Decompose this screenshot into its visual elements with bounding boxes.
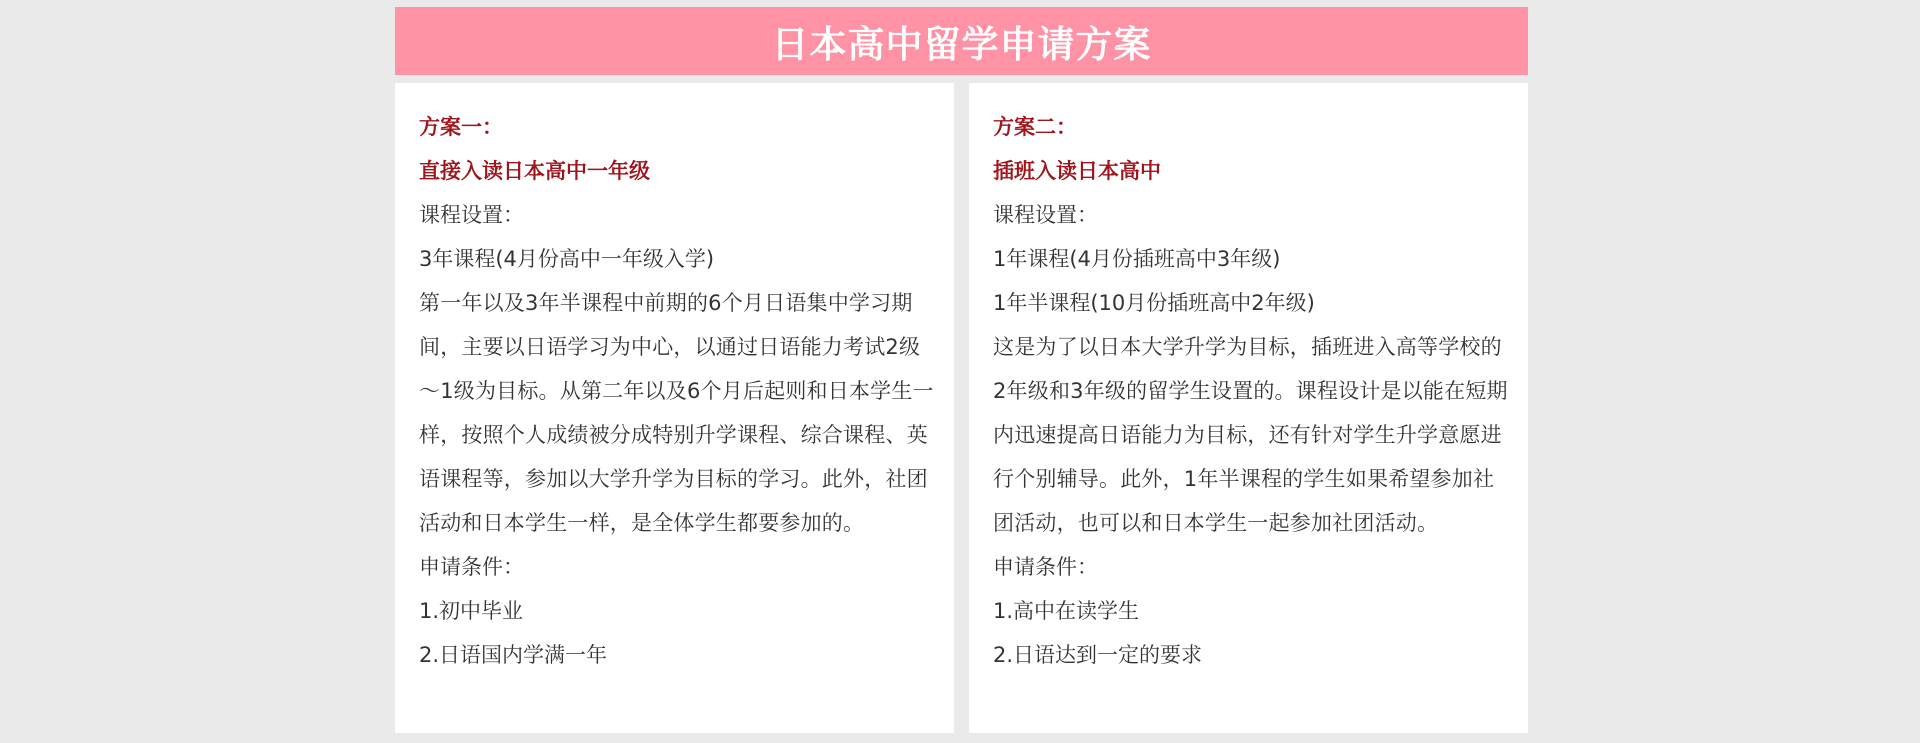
requirements-heading: 申请条件：: [419, 555, 524, 579]
plan-card-2: [969, 83, 1528, 733]
plan-description: 这是为了以日本大学升学为目标，插班进入高等学校的2年级和3年级的留学生设置的。课程设计是以能在短期内迅速提高日语能力为目标，还有针对学生升学意愿进行个别辅导。此外，1年半课程的学生如果希望参加社团活动，也可以和日本学生一起参加社团活动。: [993, 335, 1508, 535]
plan-card-1: [395, 83, 954, 733]
plans-columns: [395, 83, 1528, 733]
course-heading: 课程设置：: [993, 203, 1098, 227]
course-line: 1年课程(4月份插班高中3年级): [993, 247, 1281, 271]
header-banner: [395, 7, 1528, 75]
requirements-heading: 申请条件：: [993, 555, 1098, 579]
plan-name: 直接入读日本高中一年级: [419, 159, 650, 183]
requirement-item: 2.日语国内学满一年: [419, 643, 608, 667]
course-line: 1年半课程(10月份插班高中2年级): [993, 291, 1315, 315]
course-heading: 课程设置：: [419, 203, 524, 227]
page-container: [395, 7, 1528, 733]
plan-label: 方案一：: [419, 115, 503, 139]
plan-description: 第一年以及3年半课程中前期的6个月日语集中学习期间，主要以日语学习为中心，以通过日语能力考试2级～1级为目标。从第二年以及6个月后起则和日本学生一样，按照个人成绩被分成特别升学课程、综合课程、英语课程等，参加以大学升学为目标的学习。此外，社团活动和日本学生一样，是全体学生都要参加的。: [419, 291, 934, 535]
course-line: 3年课程(4月份高中一年级入学): [419, 247, 715, 271]
page-title: 日本高中留学申请方案: [771, 23, 1152, 66]
requirement-item: 2.日语达到一定的要求: [993, 643, 1203, 667]
requirement-item: 1.初中毕业: [419, 599, 524, 623]
plan-name: 插班入读日本高中: [993, 159, 1161, 183]
plan-label: 方案二：: [993, 115, 1077, 139]
requirement-item: 1.高中在读学生: [993, 599, 1140, 623]
